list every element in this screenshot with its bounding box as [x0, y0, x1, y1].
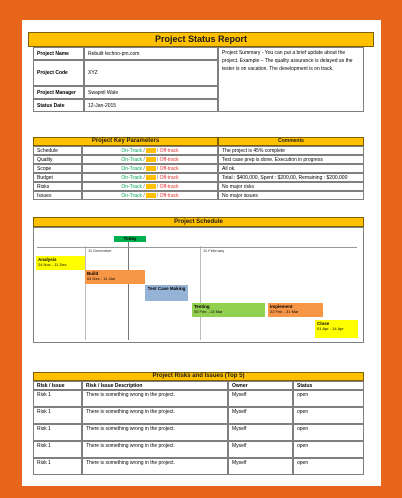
- risk-cell: open: [293, 441, 364, 458]
- status-on-track: On-Track: [121, 157, 142, 163]
- status-on-track: On-Track: [121, 193, 142, 199]
- param-comment-quality: Test case prep is done. Execution in progress: [218, 155, 364, 164]
- risk-cell: open: [293, 407, 364, 424]
- info-label-project-manager: Project Manager: [33, 86, 84, 99]
- info-value-project-manager: Swapnil Wale: [84, 86, 218, 99]
- param-status-scope: [82, 164, 218, 173]
- risk-cell: Myself: [228, 441, 293, 458]
- status-at-risk-swatch: [146, 175, 159, 181]
- status-off-track: Off-track: [159, 184, 179, 190]
- timeline-axis: [37, 247, 357, 248]
- risk-column-header: Risk / Issue Description: [82, 381, 228, 390]
- status-off-track: Off-track: [159, 166, 179, 172]
- status-separator: /: [156, 157, 159, 163]
- today-marker: Today: [114, 236, 146, 242]
- risks-issues-header: Project Risks and Issues (Top 5): [33, 372, 364, 381]
- risk-cell: Myself: [228, 407, 293, 424]
- status-on-track: On-Track: [121, 184, 142, 190]
- task-name-build: Build: [87, 271, 99, 276]
- status-separator: /: [156, 175, 159, 181]
- param-status-schedule: [82, 146, 218, 155]
- status-off-track: Off-track: [159, 157, 179, 163]
- status-separator: /: [143, 193, 145, 199]
- today-line: [128, 242, 129, 340]
- timeline-line-dec: [85, 246, 86, 340]
- param-name-risks: Risks: [33, 182, 82, 191]
- task-dates-close: 01 Apr - 14 Apr: [317, 326, 344, 331]
- risk-cell: There is something wrong in the project.: [82, 458, 228, 475]
- risk-cell: open: [293, 424, 364, 441]
- task-bar-test-case-making: [145, 285, 188, 301]
- param-comment-schedule: The project is 45% complete: [218, 146, 364, 155]
- status-at-risk-swatch: [146, 184, 159, 190]
- status-separator: /: [143, 148, 145, 154]
- task-bar-build: [85, 270, 145, 284]
- risk-cell: open: [293, 390, 364, 407]
- info-value-project-code: XYZ: [84, 60, 218, 86]
- task-name-close: Close: [317, 321, 330, 326]
- task-bar-analysis: [36, 256, 85, 270]
- timeline-line-feb: [200, 246, 201, 340]
- comments-header: Comments: [218, 137, 364, 146]
- param-status-issues: [82, 191, 218, 200]
- info-label-project-code: Project Code: [33, 60, 84, 86]
- param-name-schedule: Schedule: [33, 146, 82, 155]
- task-dates-testing: 05 Feb - 13 Mar: [194, 309, 223, 314]
- status-at-risk-swatch: [146, 193, 159, 199]
- param-comment-risks: No major risks: [218, 182, 364, 191]
- key-parameters-header: Project Key Parameters: [33, 137, 218, 146]
- risk-column-header: Owner: [228, 381, 293, 390]
- status-separator: /: [143, 184, 145, 190]
- task-name-implement: Implement: [270, 304, 293, 309]
- param-status-quality: [82, 155, 218, 164]
- risk-cell: There is something wrong in the project.: [82, 407, 228, 424]
- status-on-track: On-Track: [121, 148, 142, 154]
- info-value-status-date: 12-Jan-2015: [84, 99, 218, 112]
- status-separator: /: [143, 166, 145, 172]
- date-label-feb: 11 February: [203, 248, 225, 253]
- task-bar-close: [315, 320, 358, 338]
- task-dates-build: 04 Dec - 11 Jan: [87, 276, 115, 281]
- risk-cell: open: [293, 458, 364, 475]
- info-label-status-date: Status Date: [33, 99, 84, 112]
- risk-cell: There is something wrong in the project.: [82, 390, 228, 407]
- report-title: Project Status Report: [28, 32, 374, 47]
- status-separator: /: [143, 157, 145, 163]
- task-name-testing: Testing: [194, 304, 210, 309]
- project-summary: Project Summary - You can put a brief update about the project. Example – The quality assurance is delayed as the tester is on vacation. The development is on track.: [218, 47, 364, 112]
- schedule-header: Project Schedule: [33, 217, 364, 227]
- info-label-project-name: Project Name: [33, 47, 84, 60]
- status-off-track: Off-track: [159, 193, 179, 199]
- info-value-project-name: Rebuilt techno-pm.com: [84, 47, 218, 60]
- status-off-track: Off-track: [159, 148, 179, 154]
- risk-column-header: Risk / Issue: [33, 381, 82, 390]
- risk-cell: Risk 1: [33, 458, 82, 475]
- param-name-scope: Scope: [33, 164, 82, 173]
- status-at-risk-swatch: [146, 157, 159, 163]
- param-status-risks: [82, 182, 218, 191]
- risk-cell: Myself: [228, 458, 293, 475]
- risk-cell: Risk 1: [33, 424, 82, 441]
- status-separator: /: [156, 193, 159, 199]
- task-bar-testing: [192, 303, 265, 317]
- task-bar-implement: [268, 303, 323, 317]
- param-comment-issues: No major issues: [218, 191, 364, 200]
- report-sheet: [22, 20, 381, 486]
- risk-cell: Myself: [228, 390, 293, 407]
- param-status-budget: [82, 173, 218, 182]
- task-name-analysis: Analysis: [38, 257, 57, 262]
- risk-cell: There is something wrong in the project.: [82, 424, 228, 441]
- task-dates-implement: 22 Feb - 31 Mar: [270, 309, 299, 314]
- risk-cell: Myself: [228, 424, 293, 441]
- param-name-budget: Budget: [33, 173, 82, 182]
- param-name-quality: Quality: [33, 155, 82, 164]
- status-at-risk-swatch: [146, 148, 159, 154]
- status-separator: /: [156, 166, 159, 172]
- param-comment-scope: All ok.: [218, 164, 364, 173]
- risk-cell: There is something wrong in the project.: [82, 441, 228, 458]
- status-off-track: Off-track: [159, 175, 179, 181]
- status-on-track: On-Track: [121, 166, 142, 172]
- status-separator: /: [156, 184, 159, 190]
- task-name-test-case-making: Test Case Making: [147, 286, 186, 291]
- risk-column-header: Status: [293, 381, 364, 390]
- risk-cell: Risk 1: [33, 390, 82, 407]
- task-dates-analysis: 24 Nov - 11 Dec: [38, 262, 67, 267]
- risk-cell: Risk 1: [33, 441, 82, 458]
- param-name-issues: Issues: [33, 191, 82, 200]
- param-comment-budget: Total : $400,000, Spent : $200,00, Remaining : $200,000: [218, 173, 364, 182]
- date-label-dec: 11 December: [88, 248, 112, 253]
- status-on-track: On-Track: [121, 175, 142, 181]
- risk-cell: Risk 1: [33, 407, 82, 424]
- status-separator: /: [156, 148, 159, 154]
- status-at-risk-swatch: [146, 166, 159, 172]
- status-separator: /: [143, 175, 145, 181]
